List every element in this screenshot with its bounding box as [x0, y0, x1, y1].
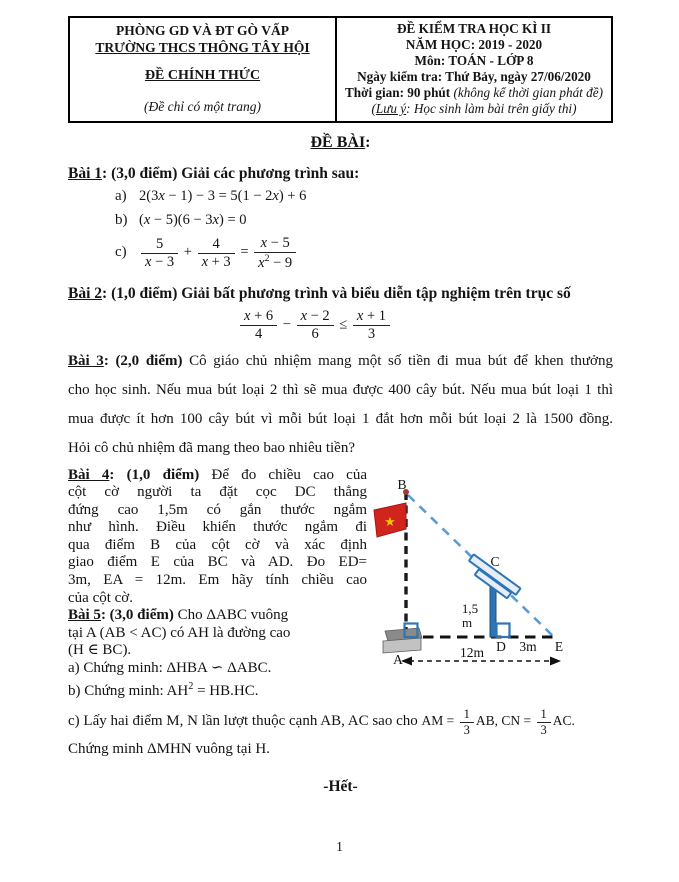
- label-E: E: [554, 638, 564, 654]
- problem-3: [68, 347, 613, 463]
- department-name: PHÒNG GD VÀ ĐT GÒ VẤP: [116, 23, 289, 38]
- problem-5-line: (H ∈ BC).: [68, 642, 132, 659]
- label-C: C: [490, 553, 500, 569]
- subject: Môn: TOÁN - LỚP 8: [414, 53, 534, 68]
- problem-4-line: Bài 4: (1,0 điểm) Để đo chiều cao của: [68, 466, 367, 483]
- problem-4-line: đứng cao 1,5m có gắn thước ngắm: [68, 501, 367, 518]
- problem-5-item-a: a) Chứng minh: ΔHBA ∽ ΔABC.: [68, 660, 272, 677]
- flagpole-figure: [373, 467, 613, 679]
- problem-5-item-b: b) Chứng minh: $AH^2 = HB.HC$.: [68, 680, 259, 699]
- problem-3-line: cho học sinh. Nếu mua bút loại 2 thì sẽ mua được 400 cây bút. Nếu mua bút loại 1 thì: [68, 381, 613, 398]
- label-D: D: [496, 638, 506, 654]
- end-marker: -Hết-: [323, 777, 358, 795]
- label-B: B: [397, 476, 407, 492]
- exam-info: [337, 18, 611, 121]
- problem-5-closing: Chứng minh ΔMHN vuông tại H.: [68, 740, 270, 757]
- problem-5-line: tại A (AB < AC) có AH là đường cao: [68, 624, 291, 641]
- problem-5-line: Bài 5: (3,0 điểm) Cho ΔABC vuông: [68, 607, 289, 624]
- label-AE: 12m: [459, 644, 485, 660]
- one-page-note: (Đề chỉ có một trang): [144, 99, 261, 114]
- right-angle-D: [497, 623, 510, 637]
- inequality: $\frac{x + 6}{4}$ − $\frac{x - 2}{6}$ ≤ $\frac{x + 1}{3}$: [238, 307, 613, 343]
- label-DE: 3m: [519, 638, 537, 654]
- label-height-1: 1,5: [461, 600, 479, 616]
- label-height-2: m: [461, 614, 473, 630]
- problem-3-line: mua được ít hơn 100 cây bút vì mỗi bút loại 1 đắt hơn mỗi bút loại 2 là 1500 đồng.: [68, 410, 613, 427]
- equation-c: c) $\frac{5}{x - 3}$ + $\frac{4}{x + 3}$ = $\frac{x - 5}{x^2 - 9}$: [115, 234, 613, 272]
- header-table: [68, 16, 613, 123]
- problem-4-line: cột cờ người ta đặt cọc DC thẳng: [68, 484, 367, 501]
- school-year: NĂM HỌC: 2019 - 2020: [405, 37, 543, 52]
- problem-4-line: như hình. Điều khiển thước ngắm đi: [68, 519, 367, 536]
- problem-4-line: của cột cờ.: [68, 589, 133, 606]
- problem-4-line: giao điểm E của BC và AD. Đo ED=: [68, 554, 367, 571]
- official-exam-label: ĐỀ CHÍNH THỨC: [144, 68, 261, 83]
- exam-note: (Lưu ý: Học sinh làm bài trên giấy thi): [371, 101, 577, 116]
- school-name: TRƯỜNG THCS THÔNG TÂY HỘI: [95, 40, 310, 55]
- exam-title: ĐỀ KIỂM TRA HỌC KÌ II: [396, 21, 551, 36]
- school-info: [70, 18, 337, 121]
- problem-4-line: qua điểm B của cột cờ và xác định: [68, 536, 367, 553]
- equation-b: b) (x − 5)(6 − 3x) = 0: [115, 212, 247, 228]
- exam-date: Ngày kiểm tra: Thứ Bảy, ngày 27/06/2020: [357, 69, 591, 84]
- duration: Thời gian: 90 phút (không kể thời gian phát đề): [345, 85, 603, 100]
- problem-5-item-c: c) Lấy hai điểm M, N lần lượt thuộc cạnh AB, AC sao cho AM = $\frac{1}{3}$ AB, CN = $\frac{1}{3}$ AC.: [68, 707, 575, 737]
- problem-2-heading: Bài 2: (1,0 điểm) Giải bất phương trình và biểu diễn tập nghiệm trên trục số: [68, 285, 571, 303]
- flag-star-icon: ★: [384, 513, 396, 529]
- problem-3-line: Hỏi cô chủ nhiệm đã mang theo bao nhiêu tiền?: [68, 439, 355, 456]
- problem-3-line: Bài 3: (2,0 điểm) Cô giáo chủ nhiệm mang một số tiền đi mua bút để khen thưởng: [68, 352, 613, 369]
- page-title: ĐỀ BÀI:: [310, 134, 371, 151]
- problems-4-5-section: [68, 467, 613, 701]
- page-number: 1: [336, 840, 343, 855]
- label-A: A: [393, 651, 403, 667]
- equation-a: a) 2(3x − 1) − 3 = 5(1 − 2x) + 6: [115, 188, 307, 204]
- pole-base: [383, 628, 422, 653]
- figure-box: [373, 467, 613, 679]
- problem-1-heading: Bài 1: (3,0 điểm) Giải các phương trình sau:: [68, 165, 360, 182]
- problem-4-line: 3m, EA = 12m. Em hãy tính chiều cao: [68, 572, 367, 589]
